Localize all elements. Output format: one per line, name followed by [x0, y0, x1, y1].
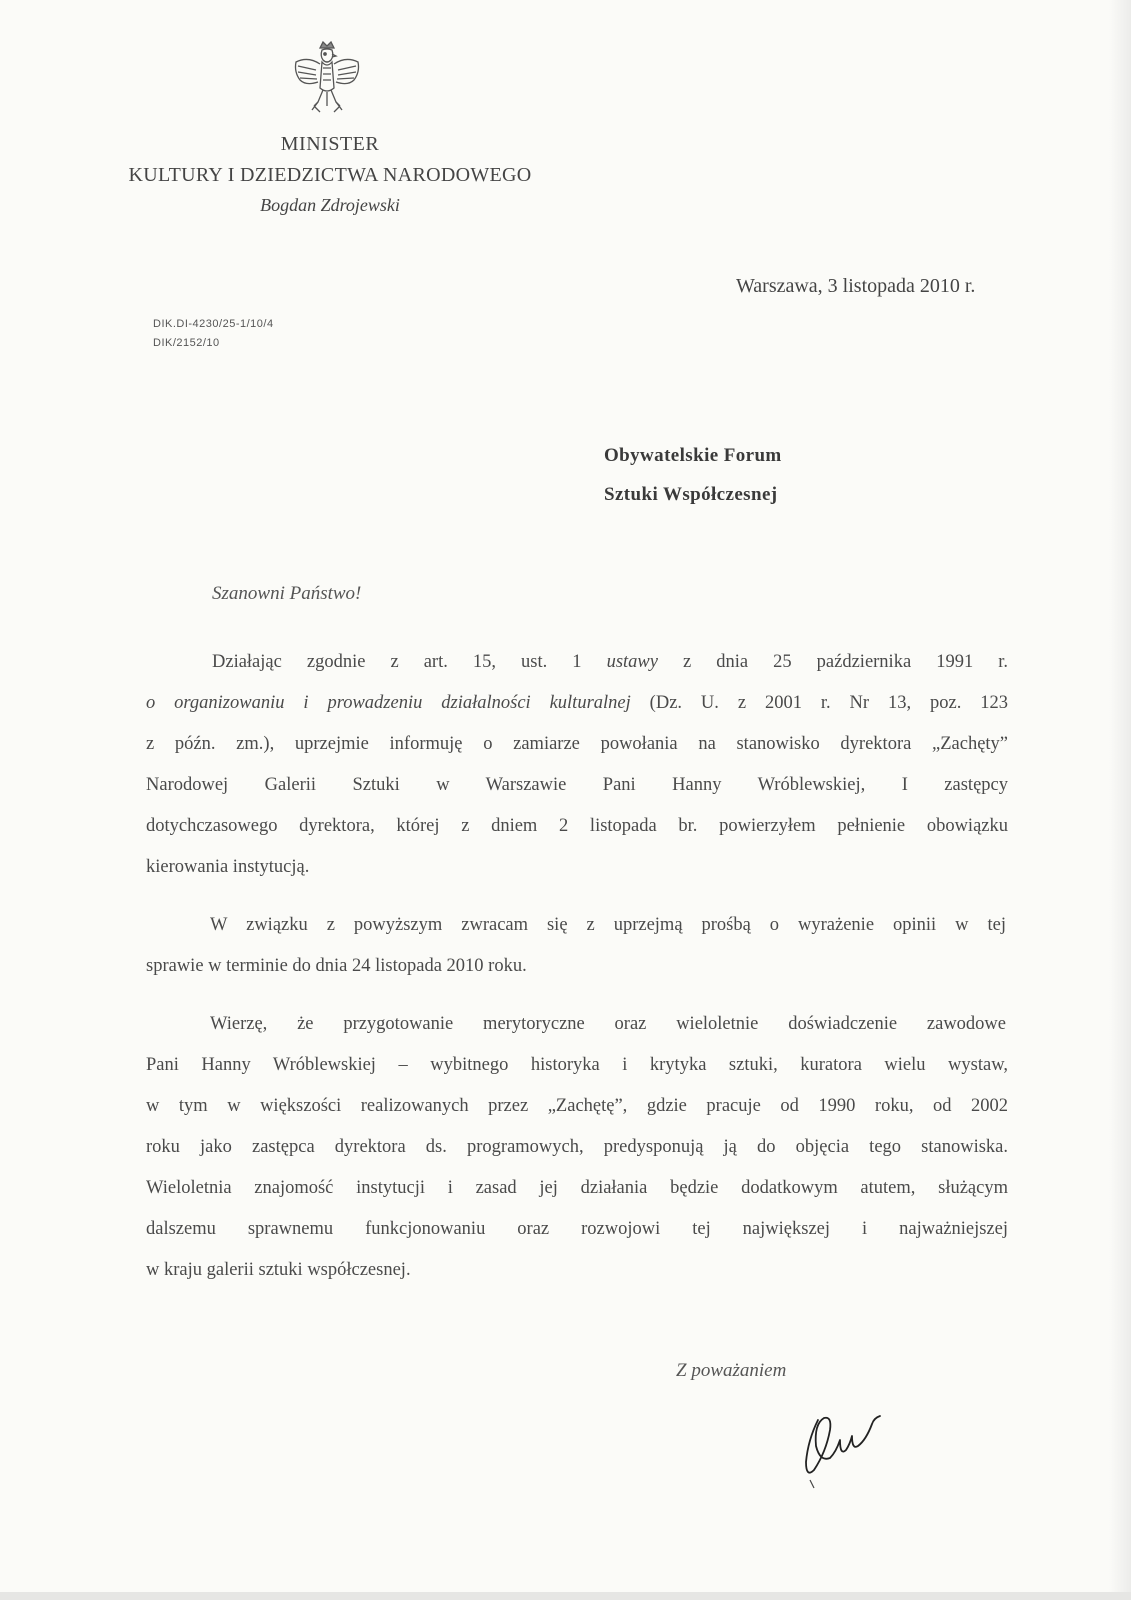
paragraph-line: roku jako zastępca dyrektora ds. programowych, predysponują ją do objęcia tego stanowiska. — [146, 1137, 1008, 1157]
ministry-name: KULTURY I DZIEDZICTWA NARODOWEGO — [128, 164, 532, 186]
paragraph-line: sprawie w terminie do dnia 24 listopada 2010 roku. — [146, 956, 527, 976]
minister-name: Bogdan Zdrojewski — [260, 195, 400, 215]
reference-number: DIK.DI-4230/25-1/10/4 — [153, 318, 274, 330]
recipient-line: Obywatelskie Forum — [604, 445, 782, 466]
paragraph-line: dotychczasowego dyrektora, której z dniem 2 listopada br. powierzyłem pełnienie obowiązku — [146, 816, 1008, 836]
paragraph-line: Narodowej Galerii Sztuki w Warszawie Pani Hanny Wróblewskiej, I zastępcy — [146, 775, 1008, 795]
reference-number: DIK/2152/10 — [153, 337, 220, 349]
paragraph-line: dalszemu sprawnemu funkcjonowaniu oraz rozwojowi tej największej i najważniejszej — [146, 1219, 1008, 1239]
paragraph-line: w kraju galerii sztuki współczesnej. — [146, 1260, 411, 1280]
paragraph-line: z późn. zm.), uprzejmie informuję o zamiarze powołania na stanowisko dyrektora „Zachęty” — [146, 734, 1008, 754]
recipient-line: Sztuki Współczesnej — [604, 484, 778, 505]
minister-title: MINISTER — [280, 133, 380, 155]
paragraph-line: kierowania instytucją. — [146, 857, 310, 877]
polish-eagle-emblem-icon — [290, 38, 364, 118]
closing-phrase: Z poważaniem — [676, 1360, 787, 1381]
paragraph-line: Wierzę, że przygotowanie merytoryczne oraz wieloletnie doświadczenie zawodowe — [210, 1014, 1006, 1034]
signature-icon — [800, 1400, 910, 1495]
paragraph-line: W związku z powyższym zwracam się z uprzejmą prośbą o wyrażenie opinii w tej — [210, 915, 1006, 935]
paragraph-line: Działając zgodnie z art. 15, ust. 1 ustawy z dnia 25 października 1991 r. — [212, 652, 1008, 672]
scan-shadow-edge — [1109, 0, 1131, 1600]
scan-shadow-bottom — [0, 1592, 1131, 1600]
paragraph-line: Pani Hanny Wróblewskiej – wybitnego historyka i krytyka sztuki, kuratora wielu wystaw, — [146, 1055, 1008, 1075]
paragraph-line: o organizowaniu i prowadzeniu działalności kulturalnej (Dz. U. z 2001 r. Nr 13, poz. 123 — [146, 693, 1008, 713]
paragraph-line: Wieloletnia znajomość instytucji i zasad jej działania będzie dodatkowym atutem, służącym — [146, 1178, 1008, 1198]
paragraph-line: w tym w większości realizowanych przez „Zachętę”, gdzie pracuje od 1990 roku, od 2002 — [146, 1096, 1008, 1116]
salutation: Szanowni Państwo! — [212, 583, 362, 604]
letter-date: Warszawa, 3 listopada 2010 r. — [736, 275, 976, 297]
